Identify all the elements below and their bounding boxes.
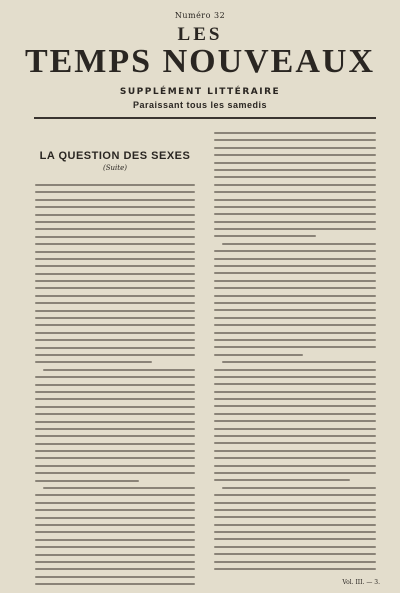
text-line [214,472,376,474]
text-line [35,480,139,482]
text-line [214,354,303,356]
text-line [214,546,376,548]
text-line [35,354,195,356]
text-line [214,228,376,230]
text-line [214,428,376,430]
text-line [214,302,376,304]
text-line [214,169,376,171]
text-line [35,398,195,400]
text-line [35,509,195,511]
text-line [35,517,195,519]
text-line [35,376,195,378]
text-line [222,243,376,245]
text-line [214,494,376,496]
text-line [214,383,376,385]
right-column [214,132,376,575]
text-line [35,384,195,386]
masthead-les: LES [177,24,223,45]
text-line [214,280,376,282]
text-line [214,235,316,237]
text-line [35,265,195,267]
header-divider [34,117,376,119]
article-subtitle: (Suite) [103,164,127,172]
supplement-label: SUPPLÉMENT LITTÉRAIRE [119,87,281,97]
text-line [35,228,195,230]
text-line [214,561,376,563]
text-line [35,554,195,556]
text-line [35,191,195,193]
text-line [214,287,376,289]
text-line [35,546,195,548]
text-line [35,531,195,533]
text-line [214,568,376,570]
text-line [43,487,195,489]
left-column [35,128,195,590]
text-line [214,184,376,186]
text-line [35,421,195,423]
text-line [35,568,195,570]
text-line [214,457,376,459]
text-line [35,472,195,474]
text-line [222,361,376,363]
text-line [35,310,195,312]
text-line [35,221,195,223]
text-line [214,553,376,555]
text-line [214,509,376,511]
text-line [35,206,195,208]
text-line [214,442,376,444]
left-column-text [35,184,195,585]
text-line [35,524,195,526]
text-line [214,538,376,540]
text-line [214,191,376,193]
text-line [214,221,376,223]
text-line [214,199,376,201]
text-line [35,317,195,319]
text-line [214,258,376,260]
text-line [214,391,376,393]
text-line [214,502,376,504]
text-line [214,162,376,164]
text-line [35,287,195,289]
text-line [214,413,376,415]
text-line [35,361,152,363]
text-line [35,184,195,186]
text-line [214,309,376,311]
text-line [35,339,195,341]
text-line [35,199,195,201]
text-line [214,516,376,518]
text-line [214,265,376,267]
text-line [214,346,376,348]
text-line [214,339,376,341]
text-line [214,176,376,178]
text-line [35,502,195,504]
text-line [35,583,195,585]
text-line [35,413,195,415]
publication-frequency: Paraissant tous les samedis [132,100,268,110]
text-line [214,376,376,378]
right-column-text [214,132,376,570]
text-line [214,213,376,215]
text-line [214,332,376,334]
text-line [35,280,195,282]
text-line [35,494,195,496]
text-line [214,317,376,319]
text-line [214,405,376,407]
text-line [35,251,195,253]
text-line [214,531,376,533]
text-line [35,428,195,430]
page-reference: Vol. III. — 3. [342,579,380,586]
text-line [214,206,376,208]
text-line [214,465,376,467]
text-line [35,561,195,563]
text-line [43,369,195,371]
text-line [214,479,350,481]
text-line [35,465,195,467]
text-line [35,391,195,393]
text-line [214,272,376,274]
text-line [35,273,195,275]
text-line [35,302,195,304]
text-line [35,214,195,216]
text-line [35,295,195,297]
text-line [214,139,376,141]
text-line [35,443,195,445]
article-title: LA QUESTION DES SEXES [39,150,191,162]
text-line [35,236,195,238]
text-line [214,435,376,437]
text-line [35,347,195,349]
masthead-title: TEMPS NOUVEAUX [24,43,376,80]
text-line [214,154,376,156]
text-line [35,576,195,578]
text-line [214,147,376,149]
text-line [214,398,376,400]
issue-number: Numéro 32 [174,11,226,20]
text-line [214,295,376,297]
text-line [35,450,195,452]
text-line [35,332,195,334]
text-line [222,487,376,489]
text-line [35,243,195,245]
text-line [35,324,195,326]
text-line [35,457,195,459]
text-line [35,539,195,541]
text-line [214,132,376,134]
text-line [35,406,195,408]
text-line [35,258,195,260]
text-line [214,369,376,371]
text-line [35,435,195,437]
text-line [214,420,376,422]
text-line [214,324,376,326]
text-line [214,250,376,252]
text-line [214,524,376,526]
text-line [214,450,376,452]
